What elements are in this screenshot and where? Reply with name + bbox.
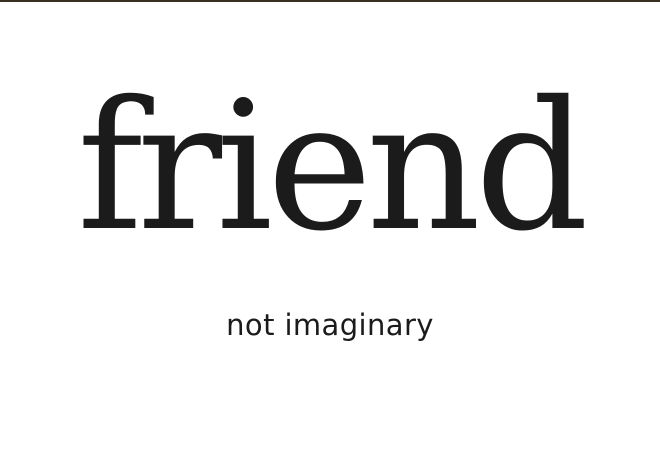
top-divider [0, 0, 660, 2]
brand-wordmark: friend [77, 63, 583, 270]
brand-tagline: not imaginary [226, 308, 434, 342]
